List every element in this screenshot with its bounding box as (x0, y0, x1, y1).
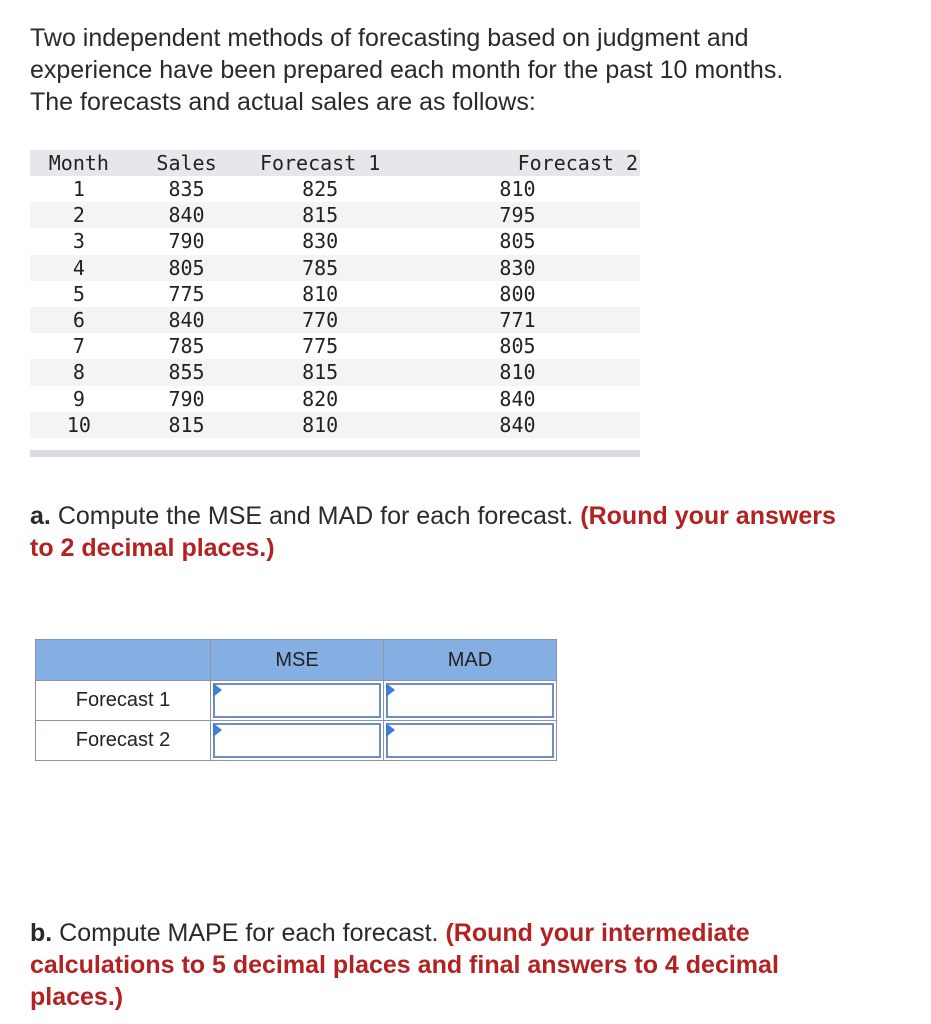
month-cell: 4 (72, 255, 85, 280)
forecast-2-cell: 830 (499, 255, 536, 280)
question-b-text: Compute MAPE for each forecast. (59, 919, 439, 947)
mse-cell (211, 681, 384, 721)
sales-cell: 785 (168, 334, 205, 359)
forecast-1-mad-input[interactable] (386, 683, 554, 718)
mad-cell (384, 721, 557, 761)
forecast-1-cell: 810 (302, 281, 339, 306)
sales-cell: 840 (168, 203, 205, 228)
question-a-note: (Round your answers (580, 502, 836, 530)
answer-row (36, 721, 557, 761)
table-row (30, 412, 640, 438)
month-cell: 1 (72, 177, 85, 202)
month-cell: 5 (72, 281, 85, 306)
month-cell: 8 (72, 360, 85, 385)
sales-cell: 775 (168, 281, 205, 306)
question-a-note: to 2 decimal places.) (30, 534, 275, 562)
mse-mad-answer-table (35, 639, 557, 761)
sales-cell: 790 (168, 386, 205, 411)
answer-row (36, 681, 557, 721)
forecast-2-cell: 840 (499, 412, 536, 437)
input-flag-icon (386, 683, 395, 697)
mad-cell (384, 681, 557, 721)
table-row (30, 255, 640, 281)
sales-cell: 855 (168, 360, 205, 385)
forecast-2-mse-input[interactable] (213, 723, 381, 758)
forecast-2-mad-input[interactable] (386, 723, 554, 758)
sales-cell: 790 (168, 229, 205, 254)
answer-header-blank (36, 640, 211, 681)
question-b-note: calculations to 5 decimal places and final answers to 4 decimal (30, 951, 779, 979)
intro-line: The forecasts and actual sales are as follows: (30, 88, 536, 116)
forecast-1-cell: 770 (302, 308, 339, 333)
forecast-1-cell: 830 (302, 229, 339, 254)
header-sales: Sales (128, 150, 246, 176)
sales-cell: 815 (168, 412, 205, 437)
sales-forecast-table (30, 150, 640, 438)
table-header-row (30, 150, 640, 176)
forecast-1-mse-input[interactable] (213, 683, 381, 718)
forecast-2-cell: 771 (499, 308, 536, 333)
forecast-1-cell: 815 (302, 203, 339, 228)
table-row (30, 386, 640, 412)
table-row (30, 176, 640, 202)
intro-paragraph (30, 22, 910, 118)
forecast-2-cell: 805 (499, 229, 536, 254)
forecast-1-cell: 785 (302, 255, 339, 280)
month-cell: 9 (72, 386, 85, 411)
mse-cell (211, 721, 384, 761)
forecast-1-cell: 825 (302, 177, 339, 202)
forecast-2-cell: 810 (499, 177, 536, 202)
answer-row-label: Forecast 1 (36, 681, 211, 721)
intro-line: Two independent methods of forecasting based on judgment and (30, 24, 749, 52)
forecast-2-cell: 800 (499, 281, 536, 306)
sales-cell: 835 (168, 177, 205, 202)
month-cell: 10 (66, 412, 91, 437)
answer-row-label: Forecast 2 (36, 721, 211, 761)
month-cell: 7 (72, 334, 85, 359)
forecast-2-cell: 795 (499, 203, 536, 228)
question-b-note: (Round your intermediate (445, 919, 750, 947)
question-b (30, 917, 910, 1013)
table-divider (30, 450, 640, 457)
header-forecast-2: Forecast 2 (395, 150, 640, 176)
table-row (30, 281, 640, 307)
question-b-note: places.) (30, 983, 124, 1011)
month-cell: 6 (72, 308, 85, 333)
input-flag-icon (213, 723, 222, 737)
table-row (30, 202, 640, 228)
forecast-2-cell: 805 (499, 334, 536, 359)
month-cell: 3 (72, 229, 85, 254)
forecast-1-cell: 820 (302, 386, 339, 411)
table-row (30, 307, 640, 333)
month-cell: 2 (72, 203, 85, 228)
header-forecast-1: Forecast 1 (245, 150, 395, 176)
forecast-1-cell: 810 (302, 412, 339, 437)
forecast-1-cell: 775 (302, 334, 339, 359)
forecast-2-cell: 810 (499, 360, 536, 385)
table-row (30, 333, 640, 359)
question-a-label: a. (30, 502, 51, 530)
answer-header-row (36, 640, 557, 681)
forecast-2-cell: 840 (499, 386, 536, 411)
answer-header-mse: MSE (211, 640, 384, 681)
answer-header-mad: MAD (384, 640, 557, 681)
sales-cell: 840 (168, 308, 205, 333)
header-month: Month (30, 150, 128, 176)
intro-line: experience have been prepared each month for the past 10 months. (30, 56, 784, 84)
question-a-text: Compute the MSE and MAD for each forecast. (57, 502, 574, 530)
sales-cell: 805 (168, 255, 205, 280)
forecast-1-cell: 815 (302, 360, 339, 385)
input-flag-icon (213, 683, 222, 697)
question-b-label: b. (30, 919, 53, 947)
table-row (30, 359, 640, 385)
input-flag-icon (386, 723, 395, 737)
question-a (30, 500, 910, 564)
table-row (30, 228, 640, 254)
